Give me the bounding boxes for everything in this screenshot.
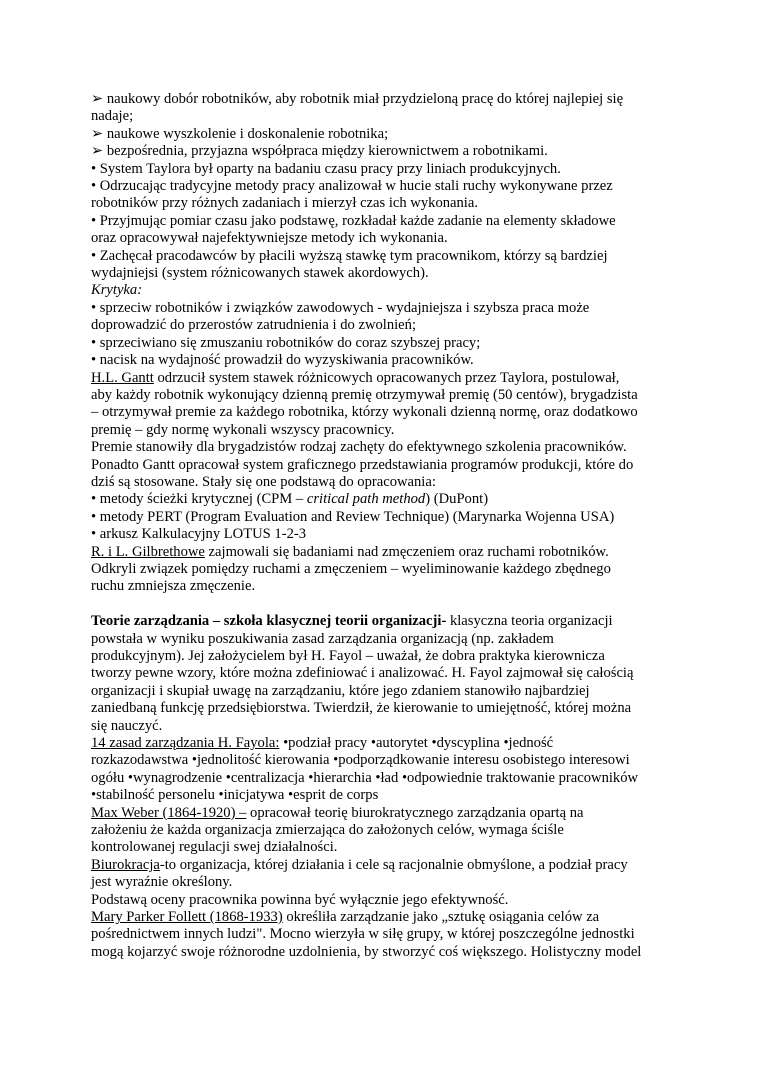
fayol-text: •podział pracy •autorytet •dyscyplina •jedność (279, 735, 554, 752)
gantt-text: odrzucił system stawek różnicowych opracowanych przez Taylora, postulował, (153, 369, 620, 386)
text-line: oraz opracowywał najefektywniejsze metody ich wykonania. (91, 230, 448, 247)
text-line: pośrednictwem innych ludzi". Mocno wierzyła w siłę grupy, w której poszczególne jednostki (91, 926, 635, 943)
biurokracja-text: -to organizacja, której działania i cele są racjonalnie obmyślone, a podział pracy (159, 856, 628, 873)
lotus-item: • arkusz Kalkulacyjny LOTUS 1-2-3 (91, 526, 307, 543)
krytyka-item: • nacisk na wydajność prowadził do wyzyskiwania pracowników. (91, 352, 474, 369)
text-line: ➢ naukowy dobór robotników, aby robotnik miał przydzieloną pracę do której najlepiej się (91, 91, 624, 107)
follett-paragraph-start (91, 909, 681, 926)
teorie-text: klasyczna teoria organizacji (446, 613, 613, 630)
text-line: • Zachęcał pracodawców by płacili wyższą stawkę tym pracownikom, którzy są bardziej (91, 247, 608, 264)
text-line: tworzy pewne wzory, które można zdefiniować i analizować. H. Fayol zajmował się całością (91, 665, 634, 682)
text-line: wydajniejsi (system różnicowanych stawek akordowych). (91, 265, 429, 282)
text-line: organizacji i skupiał uwagę na zarządzaniu, które jego zdaniem stanowiło najbardziej (91, 682, 590, 699)
krytyka-item: • sprzeciwiano się zmuszaniu robotników do coraz szybszej pracy; (91, 334, 481, 351)
text-line: powstała w wyniku poszukiwania zasad zarządzania organizacją (np. zakładem (91, 630, 554, 647)
text-line: zaniedbaną funkcję przedsiębiorstwa. Twierdził, że kierowanie to umiejętność, której można (91, 700, 632, 717)
text-line: •stabilność personelu •inicjatywa •esprit de corps (91, 787, 379, 804)
text-line: Odkryli związek pomiędzy ruchami a zmęczeniem – wyeliminowanie każdego zbędnego (91, 560, 611, 577)
text-line: mogą kojarzyć swoje różnorodne uzdolnienia, by stworzyć coś większego. Holistyczny model (91, 943, 642, 960)
krytyka-item: doprowadzić do przerostów zatrudnienia i do zwolnień; (91, 317, 417, 334)
text-line: • System Taylora był oparty na badaniu czasu pracy przy liniach produkcyjnych. (91, 160, 561, 177)
cpm-italic: critical path method (306, 491, 426, 508)
fayol-paragraph-start (91, 735, 681, 752)
text-line: się nauczyć. (91, 717, 163, 734)
cpm-text: • metody ścieżki krytycznej (CPM – (91, 491, 307, 508)
biurokracja-name: Biurokracja (91, 856, 160, 873)
text-line: • Przyjmując pomiar czasu jako podstawę, rozkładał każde zadanie na elementy składowe (91, 212, 616, 229)
text-line: Podstawą oceny pracownika powinna być wyłącznie jego efektywność. (91, 891, 509, 908)
text-line: kontrolowanej regulacji swej działalności. (91, 839, 338, 856)
teorie-paragraph-start (91, 613, 681, 630)
gilbreth-text: zajmowali się badaniami nad zmęczeniem oraz ruchami robotników. (204, 543, 609, 560)
text-line: aby każdy robotnik wykonujący dzienną premię otrzymywał premię (50 centów), brygadzista (91, 386, 638, 403)
gantt-paragraph-start (91, 370, 681, 387)
gilbreth-paragraph-start (91, 544, 681, 561)
text-line: jest wyraźnie określony. (91, 874, 233, 891)
biurokracja-paragraph-start (91, 857, 681, 874)
text-line: – otrzymywał premie za każdego robotnika, którzy wykonali dzienną normę, oraz dodatkowo (91, 404, 638, 421)
text-line: ➢ bezpośrednia, przyjazna współpraca między kierownictwem a robotnikami. (91, 143, 548, 160)
paragraph-gap (91, 596, 681, 613)
cpm-text-end: ) (DuPont) (425, 491, 489, 508)
weber-name: Max Weber (1864-1920) – (91, 804, 247, 821)
follett-text: określiła zarządzanie jako „sztukę osiągania celów za (282, 909, 600, 926)
weber-text: opracował teorię biurokratycznego zarządzania opartą na (246, 804, 584, 821)
text-line: produkcyjnym). Jej założycielem był H. Fayol – uważał, że dobra praktyka kierownicza (91, 647, 605, 664)
pert-item: • metody PERT (Program Evaluation and Review Technique) (Marynarka Wojenna USA) (91, 508, 615, 525)
text-line: ogółu •wynagrodzenie •centralizacja •hierarchia •ład •odpowiednie traktowanie pracowników (91, 769, 639, 786)
text-line: nadaje; (91, 108, 134, 125)
krytyka-item: • sprzeciw robotników i związków zawodowych - wydajniejsza i szybsza praca może (91, 299, 590, 316)
krytyka-heading: Krytyka: (91, 282, 143, 299)
text-line: Premie stanowiły dla brygadzistów rodzaj zachęty do efektywnego szkolenia pracowników. (91, 439, 627, 456)
follett-name: Mary Parker Follett (1868-1933) (91, 909, 283, 926)
text-line: założeniu że każda organizacja zmierzająca do założonych celów, wymaga ściśle (91, 822, 564, 839)
fayol-name: 14 zasad zarządzania H. Fayola: (91, 735, 280, 752)
text-line: rozkazodawstwa •jednolitość kierowania •podporządkowanie interesu osobistego interesowi (91, 752, 630, 769)
text-line: • Odrzucając tradycyjne metody pracy analizował w hucie stali ruchy wykonywane przez (91, 178, 613, 195)
gilbreth-name: R. i L. Gilbrethowe (91, 543, 205, 560)
text-line: robotników przy różnych zadaniach i mierzył czas ich wykonania. (91, 195, 478, 212)
text-line: premię – gdy normę wykonali wszyscy pracownicy. (91, 421, 395, 438)
text-line: Ponadto Gantt opracował system graficznego przedstawiania programów produkcji, które do (91, 456, 634, 473)
section-heading: Teorie zarządzania – szkoła klasycznej teorii organizacji- (91, 613, 447, 630)
text-line: ➢ naukowe wyszkolenie i doskonalenie robotnika; (91, 125, 389, 142)
text-line: dziś są stosowane. Stały się one podstawą do opracowania: (91, 473, 436, 490)
text-line: ruchu zmniejsza zmęczenie. (91, 578, 256, 595)
weber-paragraph-start (91, 805, 681, 822)
gantt-name: H.L. Gantt (91, 369, 154, 386)
document-page (91, 91, 681, 961)
cpm-item (91, 491, 681, 508)
